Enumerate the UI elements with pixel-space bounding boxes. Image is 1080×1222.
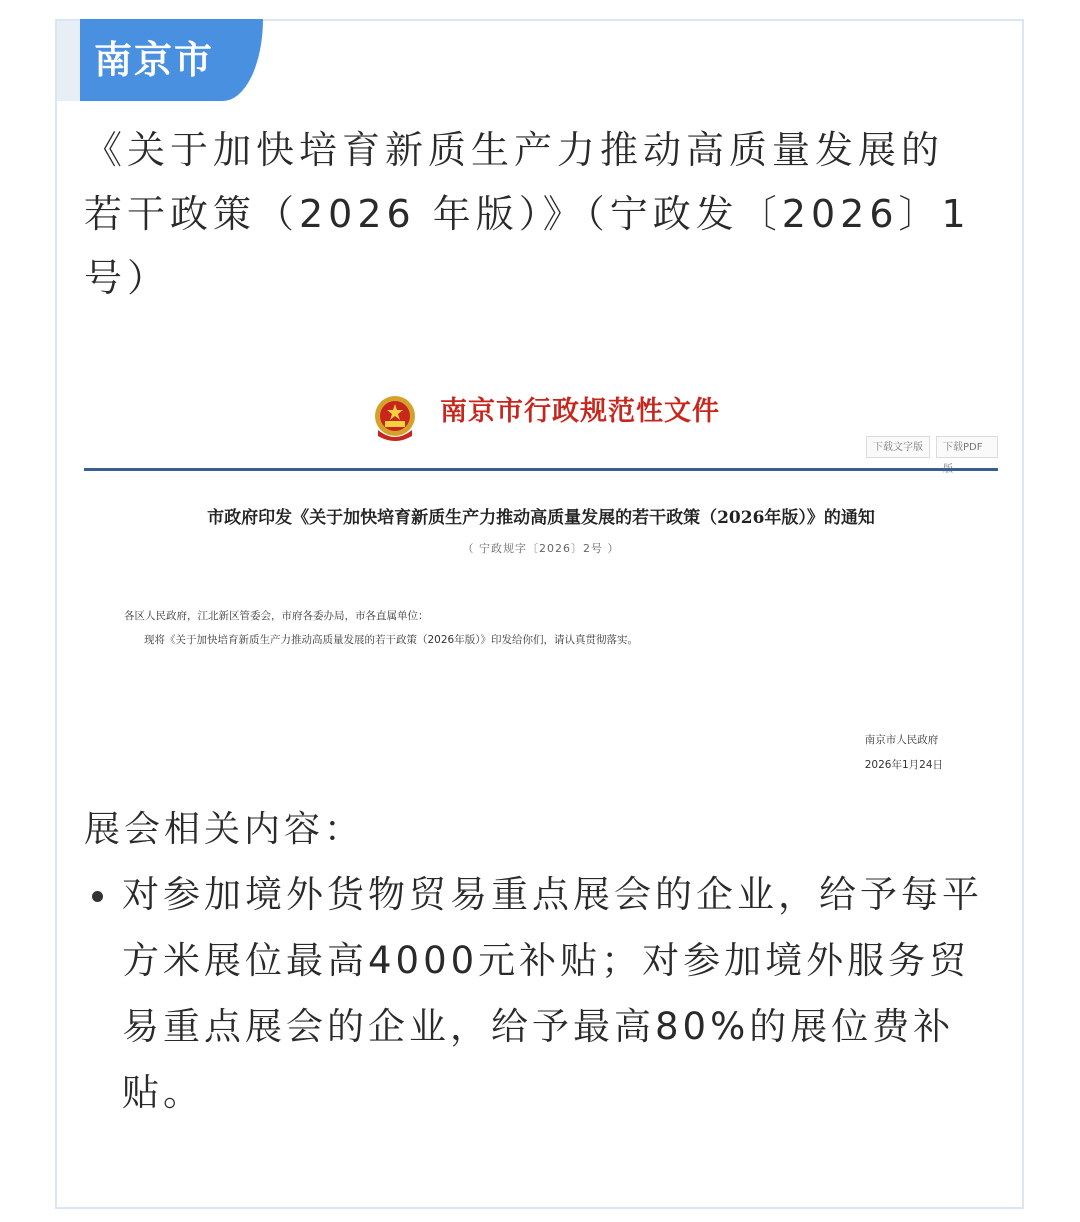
- policy-title: 《关于加快培育新质生产力推动高质量发展的若干政策（2026 年版）》（宁政发〔2026〕1号）: [84, 128, 971, 300]
- section-label: 展会相关内容：: [84, 809, 365, 850]
- signer: 南京市人民政府: [864, 734, 939, 746]
- national-emblem-icon: [372, 394, 418, 444]
- tag-accent: [57, 21, 80, 101]
- notice-text: 现将《关于加快培育新质生产力推动高质量发展的若干政策（2026年版）》印发给你们，请认真贯彻落实。: [144, 634, 638, 646]
- notice-addressee: 各区人民政府，江北新区管委会，市府各委办局，市各直属单位：: [124, 610, 429, 622]
- document-screenshot: [84, 380, 998, 780]
- notice-body: [124, 604, 638, 652]
- document-header: 南京市行政规范性文件: [440, 396, 720, 427]
- download-pdf-button[interactable]: 下载PDF: [936, 436, 998, 458]
- bullet-text: 对参加境外货物贸易重点展会的企业，给予每平方米展位最高4000元补贴；对参加境外服务贸易重点展会的企业，给予最高80%的展位费补贴。: [122, 873, 983, 1114]
- notice-number: （ 宁政规字〔2026〕2号 ）: [462, 542, 620, 555]
- issue-date: 2026年1月24日: [864, 759, 943, 771]
- city-tag: 南京市: [80, 19, 263, 101]
- bullet-icon: [92, 891, 103, 902]
- header-divider: [84, 468, 998, 471]
- download-text-button[interactable]: 下载文字版: [866, 436, 930, 458]
- notice-title: 市政府印发《关于加快培育新质生产力推动高质量发展的若干政策（2026年版）》的通知: [207, 508, 875, 528]
- signature-block: [865, 728, 943, 778]
